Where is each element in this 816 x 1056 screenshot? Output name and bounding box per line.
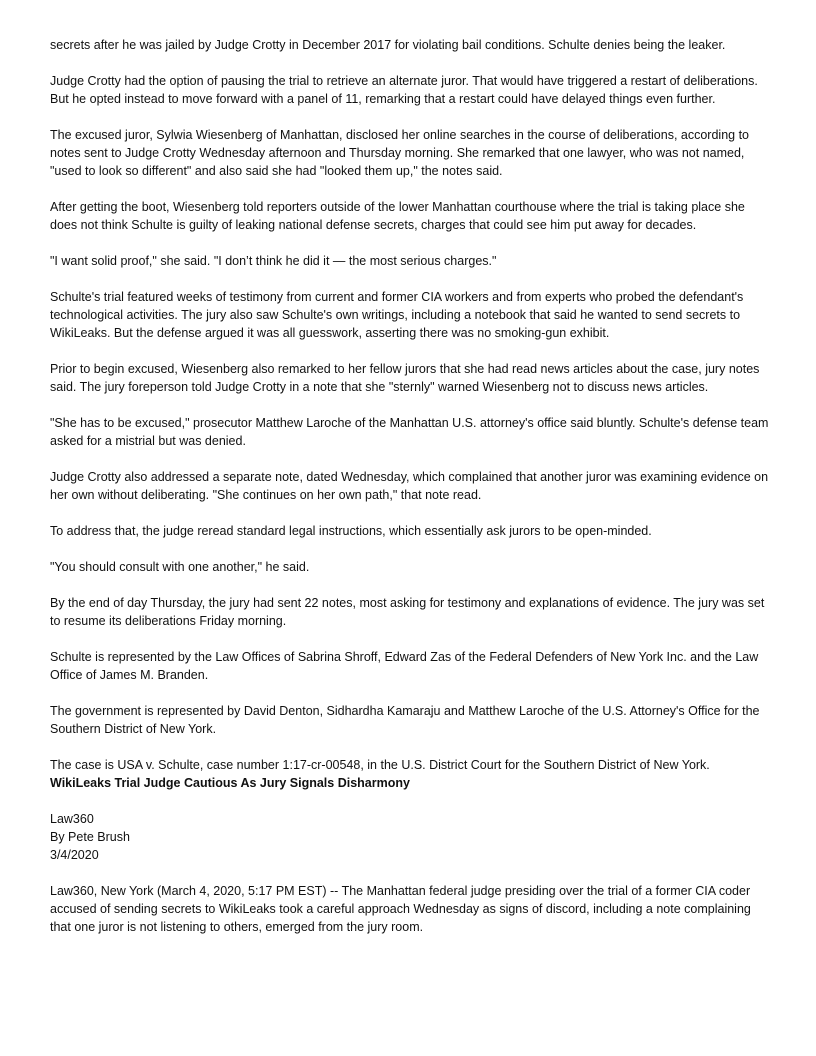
article-paragraph: After getting the boot, Wiesenberg told reporters outside of the lower Manhattan courthouse where the trial is taking place she does not think Schulte is guilty of leaking national defense secrets, charges that could see him put away for decades.: [50, 200, 745, 232]
next-article-headline: WikiLeaks Trial Judge Cautious As Jury Signals Disharmony: [50, 776, 410, 790]
article-paragraph: Schulte's trial featured weeks of testimony from current and former CIA workers and from experts who probed the defendant's technological activities. The jury also saw Schulte's own writings, including a notebook that said he wanted to send secrets to WikiLeaks. But the defense argued it was all guesswork, asserting there was no smoking-gun exhibit.: [50, 290, 744, 340]
article-paragraph: secrets after he was jailed by Judge Crotty in December 2017 for violating bail conditions. Schulte denies being the leaker.: [50, 38, 726, 52]
byline: By Pete Brush: [50, 830, 130, 844]
next-article-meta: [50, 810, 772, 864]
article-paragraph: The excused juror, Sylwia Wiesenberg of Manhattan, disclosed her online searches in the course of deliberations, according to notes sent to Judge Crotty Wednesday afternoon and Thursday morning. She remarked that one lawyer, who was not named, "used to look so different" and also said she had "looked them up," the notes said.: [50, 128, 749, 178]
publish-date: 3/4/2020: [50, 848, 99, 862]
article-paragraph: Judge Crotty also addressed a separate note, dated Wednesday, which complained that another juror was examining evidence on her own without deliberating. "She continues on her own path," that note read.: [50, 470, 769, 502]
article-paragraph: "You should consult with one another," he said.: [50, 560, 310, 574]
article-paragraph: By the end of day Thursday, the jury had sent 22 notes, most asking for testimony and explanations of evidence. The jury was set to resume its deliberations Friday morning.: [50, 596, 765, 628]
article-paragraph: Prior to begin excused, Wiesenberg also remarked to her fellow jurors that she had read news articles about the case, jury notes said. The jury foreperson told Judge Crotty in a note that she "sternly" warned Wiesenberg not to discuss news articles.: [50, 362, 760, 394]
article-paragraph: Judge Crotty had the option of pausing the trial to retrieve an alternate juror. That would have triggered a restart of deliberations. But he opted instead to move forward with a panel of 11, remarking that a restart could have delayed things even further.: [50, 74, 758, 106]
article-paragraph: The case is USA v. Schulte, case number 1:17-cr-00548, in the U.S. District Court for the Southern District of New York.: [50, 758, 710, 772]
article-paragraph: "She has to be excused," prosecutor Matthew Laroche of the Manhattan U.S. attorney's office said bluntly. Schulte's defense team asked for a mistrial but was denied.: [50, 416, 769, 448]
document-page: [50, 36, 772, 954]
article-paragraph: The government is represented by David Denton, Sidhardha Kamaraju and Matthew Laroche of the U.S. Attorney's Office for the Southern District of New York.: [50, 704, 760, 736]
article-paragraph: "I want solid proof," she said. "I don’t think he did it — the most serious charges.": [50, 254, 497, 268]
article-paragraph: Schulte is represented by the Law Offices of Sabrina Shroff, Edward Zas of the Federal Defenders of New York Inc. and the Law Office of James M. Branden.: [50, 650, 759, 682]
article-paragraph: To address that, the judge reread standard legal instructions, which essentially ask jurors to be open-minded.: [50, 524, 652, 538]
source-name: Law360: [50, 812, 94, 826]
next-article-lead: Law360, New York (March 4, 2020, 5:17 PM EST) -- The Manhattan federal judge presiding over the trial of a former CIA coder accused of sending secrets to WikiLeaks took a careful approach Wednesday as signs of discord, including a note complaining that one juror is not listening to others, emerged from the jury room.: [50, 884, 751, 934]
